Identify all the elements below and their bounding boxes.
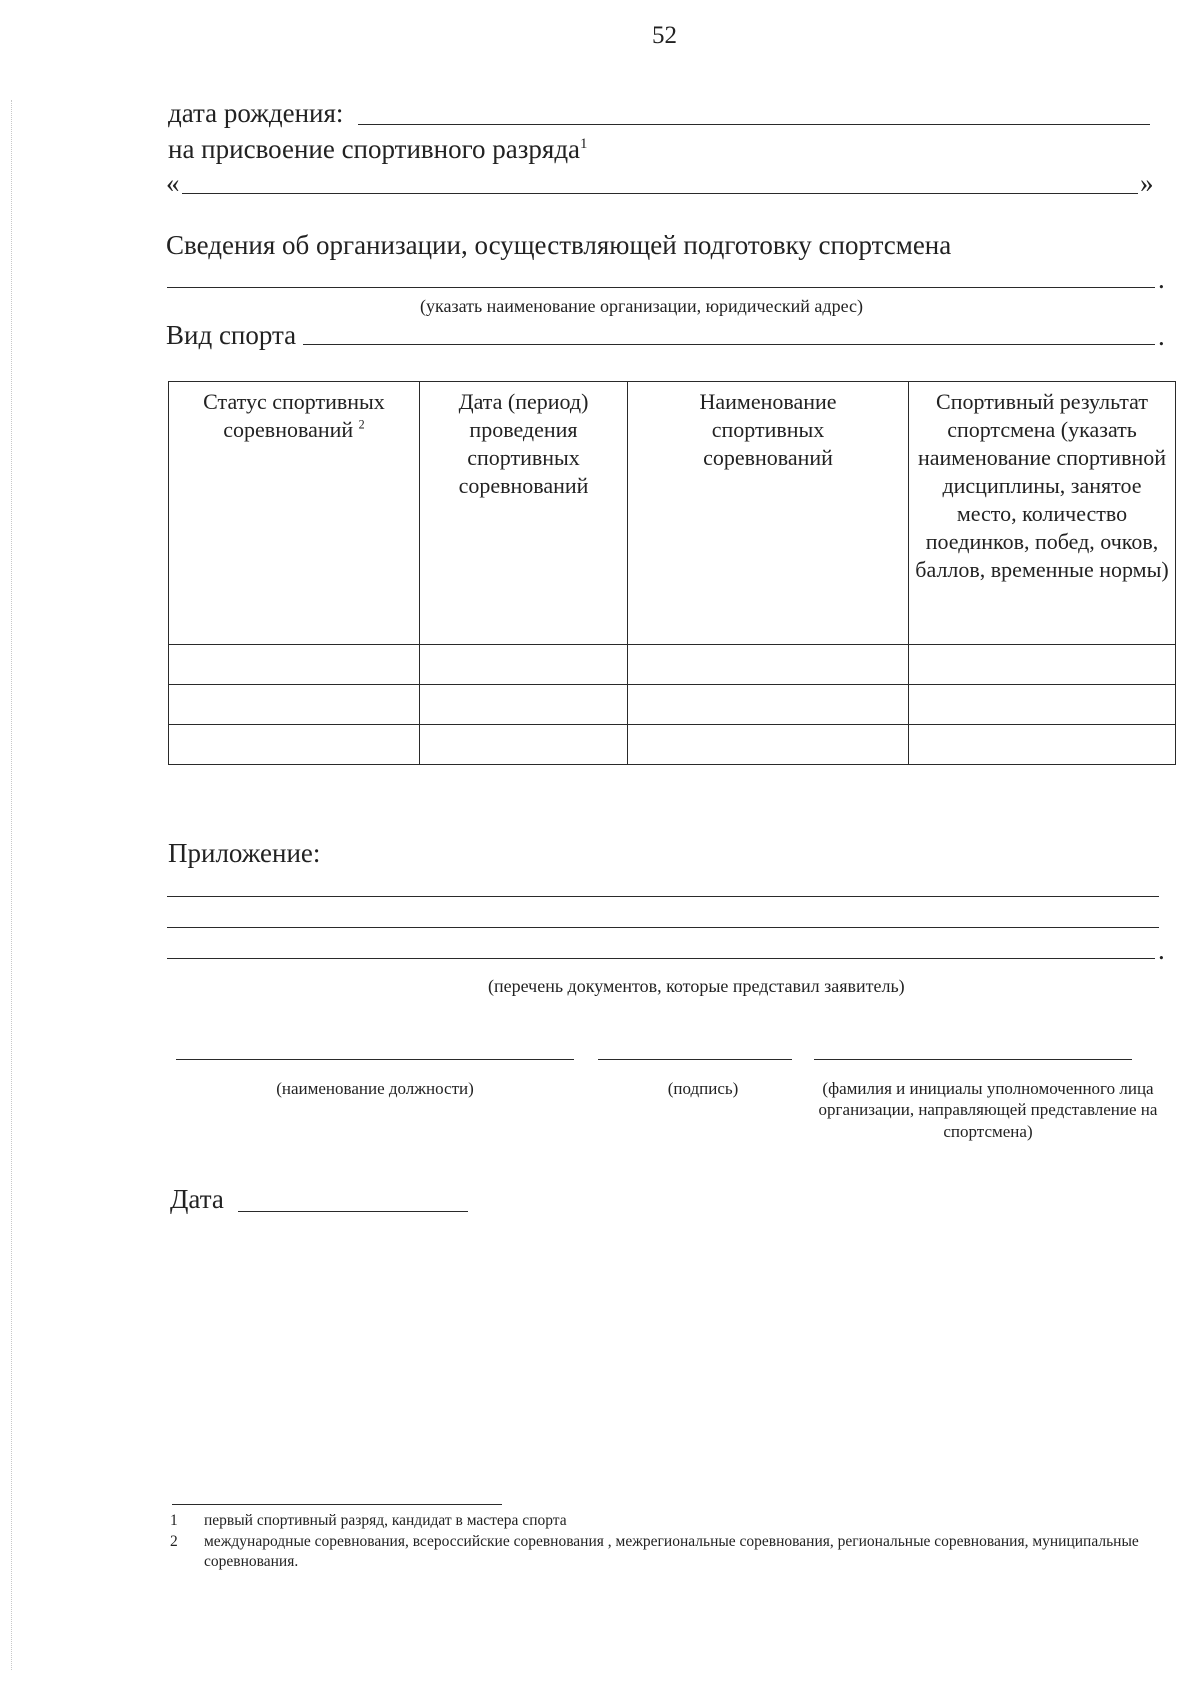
table-cell[interactable] <box>420 685 628 725</box>
table-cell[interactable] <box>420 645 628 685</box>
sport-label: Вид спорта <box>166 320 297 350</box>
sport-field[interactable] <box>303 344 1155 345</box>
birth-date-label: дата рождения: <box>168 98 344 128</box>
table-row <box>169 725 1176 765</box>
table-row <box>169 645 1176 685</box>
position-caption: (наименование должности) <box>276 1079 474 1098</box>
appendix-period: . <box>1158 935 1165 965</box>
org-period: . <box>1158 264 1165 294</box>
footnote-ref-1: 1 <box>580 136 588 152</box>
footnote-2-text: международные соревнования, всероссийские соревнования , межрегиональные соревнования, региональные соревнования, муниципальные соревнования. <box>204 1533 1139 1571</box>
table-cell[interactable] <box>909 645 1176 685</box>
table-cell[interactable] <box>628 645 909 685</box>
appendix-line-3[interactable] <box>167 958 1155 959</box>
org-heading: Сведения об организации, осуществляющей подготовку спортсмена <box>166 230 952 260</box>
footnote-1 <box>170 1511 1150 1531</box>
table-cell[interactable] <box>909 725 1176 765</box>
sport-period: . <box>1158 321 1165 351</box>
quote-open: « <box>166 168 180 198</box>
header-status: Статус спортивных соревнований $^2$ <box>169 382 420 645</box>
sport-rank-field[interactable] <box>182 193 1138 194</box>
signature-caption: (подпись) <box>667 1079 739 1098</box>
signature-field[interactable] <box>598 1059 792 1060</box>
table-cell[interactable] <box>420 725 628 765</box>
table-row <box>169 685 1176 725</box>
name-field[interactable] <box>814 1059 1132 1060</box>
footnote-ref-2: 2 <box>358 417 365 432</box>
table-cell[interactable] <box>169 725 420 765</box>
org-field[interactable] <box>167 287 1155 288</box>
quote-close: » <box>1140 168 1154 198</box>
table-cell[interactable] <box>169 645 420 685</box>
header-date: Дата (период) проведения спортивных соревнований <box>420 382 628 645</box>
appendix-label: Приложение: <box>168 838 321 868</box>
scan-edge <box>11 100 12 1670</box>
appendix-line-1[interactable] <box>167 896 1159 897</box>
competitions-table <box>168 381 1176 765</box>
table-cell[interactable] <box>628 685 909 725</box>
appendix-line-2[interactable] <box>167 927 1159 928</box>
table-cell[interactable] <box>628 725 909 765</box>
page-number: 52 <box>652 22 677 49</box>
footnote-1-text: первый спортивный разряд, кандидат в мастера спорта <box>204 1512 567 1529</box>
table-header-row <box>169 382 1176 645</box>
header-result: Спортивный результат спортсмена (указать наименование спортивной дисциплины, занятое место, количество поединков, побед, очков, баллов, временные нормы) <box>909 382 1176 645</box>
birth-date-field[interactable] <box>358 124 1150 125</box>
position-field[interactable] <box>176 1059 574 1060</box>
assignment-label: на присвоение спортивного разряда$^1$ <box>168 134 588 164</box>
name-caption: (фамилия и инициалы уполномоченного лица организации, направляющей представление на спортсмена) <box>818 1079 1158 1141</box>
date-label: Дата <box>170 1184 224 1214</box>
table-cell[interactable] <box>909 685 1176 725</box>
footnote-2-number: 2 <box>170 1533 178 1550</box>
footnote-separator <box>172 1504 502 1505</box>
date-field[interactable] <box>238 1211 468 1212</box>
appendix-caption: (перечень документов, которые представил заявитель) <box>488 976 905 996</box>
header-name: Наименование спортивных соревнований <box>628 382 909 645</box>
table-cell[interactable] <box>169 685 420 725</box>
footnote-2 <box>170 1532 1170 1572</box>
org-caption: (указать наименование организации, юридический адрес) <box>420 296 864 316</box>
footnote-1-number: 1 <box>170 1512 178 1529</box>
